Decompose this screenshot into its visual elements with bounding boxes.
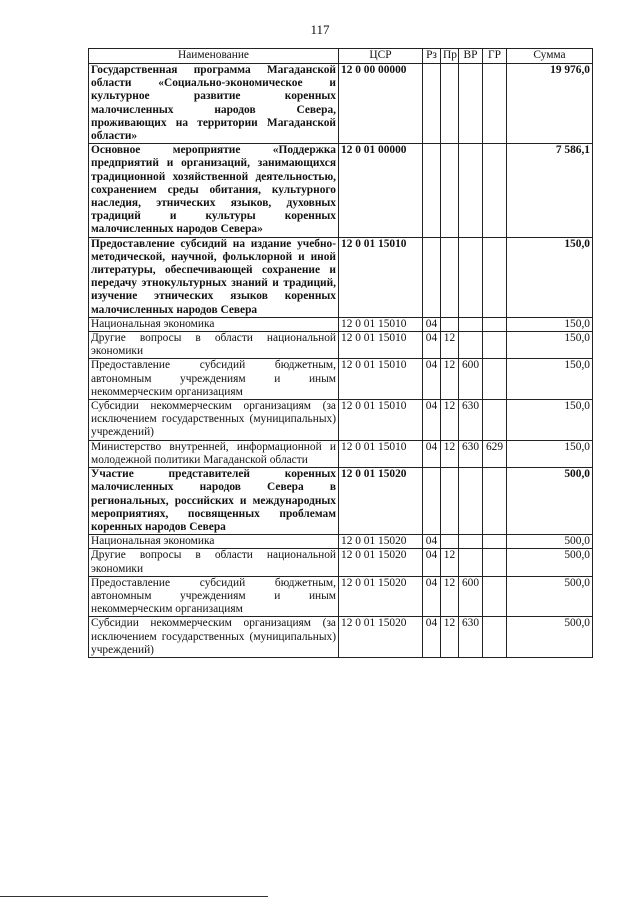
table-row — [89, 144, 593, 237]
row-rz-cell: 04 — [423, 440, 441, 467]
row-vr-cell: 600 — [459, 359, 483, 400]
row-vr-cell — [459, 468, 483, 535]
table-row — [89, 332, 593, 359]
row-vr-cell: 630 — [459, 440, 483, 467]
row-csr-cell: 12 0 00 00000 — [339, 64, 423, 144]
row-name-cell: Национальная экономика — [89, 317, 339, 331]
table-row — [89, 440, 593, 467]
row-gr-cell — [483, 332, 507, 359]
row-vr-cell: 600 — [459, 576, 483, 617]
table-header-row — [89, 49, 593, 64]
row-sum-cell: 500,0 — [507, 468, 593, 535]
row-vr-cell — [459, 237, 483, 317]
row-vr-cell — [459, 64, 483, 144]
header-name: Наименование — [89, 49, 339, 64]
header-gr: ГР — [483, 49, 507, 64]
row-csr-cell: 12 0 01 15020 — [339, 617, 423, 658]
row-sum-cell: 500,0 — [507, 576, 593, 617]
row-gr-cell — [483, 617, 507, 658]
header-csr: ЦСР — [339, 49, 423, 64]
row-sum-cell: 150,0 — [507, 400, 593, 441]
row-csr-cell: 12 0 01 15010 — [339, 317, 423, 331]
row-gr-cell — [483, 549, 507, 576]
row-name-cell: Министерство внутренней, информационной и молодежной политики Магаданской области — [89, 440, 339, 467]
row-name-cell: Субсидии некоммерческим организациям (за исключением государственных (муниципальных) учреждений) — [89, 400, 339, 441]
row-pr-cell: 12 — [441, 359, 459, 400]
row-rz-cell: 04 — [423, 535, 441, 549]
row-gr-cell — [483, 468, 507, 535]
row-rz-cell: 04 — [423, 617, 441, 658]
table-row — [89, 468, 593, 535]
row-csr-cell: 12 0 01 15020 — [339, 468, 423, 535]
row-sum-cell: 150,0 — [507, 317, 593, 331]
row-gr-cell — [483, 237, 507, 317]
row-rz-cell — [423, 144, 441, 237]
row-gr-cell — [483, 64, 507, 144]
header-vr: ВР — [459, 49, 483, 64]
row-pr-cell: 12 — [441, 617, 459, 658]
table-row — [89, 400, 593, 441]
row-rz-cell: 04 — [423, 576, 441, 617]
table-row — [89, 617, 593, 658]
row-name-cell: Участие представителей коренных малочисленных народов Севера в региональных, российских и международных мероприятиях, посвященных проблемам коренных народов Севера — [89, 468, 339, 535]
table-row — [89, 359, 593, 400]
row-name-cell: Субсидии некоммерческим организациям (за исключением государственных (муниципальных) учреждений) — [89, 617, 339, 658]
row-name-cell: Национальная экономика — [89, 535, 339, 549]
row-pr-cell: 12 — [441, 549, 459, 576]
row-rz-cell — [423, 237, 441, 317]
header-rz: Рз — [423, 49, 441, 64]
row-gr-cell: 629 — [483, 440, 507, 467]
table-row — [89, 576, 593, 617]
row-gr-cell — [483, 144, 507, 237]
row-csr-cell: 12 0 01 00000 — [339, 144, 423, 237]
row-vr-cell: 630 — [459, 617, 483, 658]
row-sum-cell: 150,0 — [507, 359, 593, 400]
row-csr-cell: 12 0 01 15010 — [339, 332, 423, 359]
table-row — [89, 64, 593, 144]
row-pr-cell: 12 — [441, 400, 459, 441]
row-csr-cell: 12 0 01 15010 — [339, 400, 423, 441]
row-csr-cell: 12 0 01 15010 — [339, 359, 423, 400]
budget-table — [88, 48, 593, 658]
row-gr-cell — [483, 359, 507, 400]
row-name-cell: Предоставление субсидий на издание учебно-методической, научной, фольклорной и иной литературы, обеспечивающей сохранение и передачу этнокультурных знаний и традиций, изучение этнических языков коренных малочисленных народов Севера — [89, 237, 339, 317]
row-rz-cell: 04 — [423, 317, 441, 331]
row-sum-cell: 7 586,1 — [507, 144, 593, 237]
row-gr-cell — [483, 576, 507, 617]
row-vr-cell — [459, 317, 483, 331]
row-vr-cell: 630 — [459, 400, 483, 441]
row-rz-cell: 04 — [423, 549, 441, 576]
row-sum-cell: 500,0 — [507, 617, 593, 658]
row-gr-cell — [483, 400, 507, 441]
page-number: 117 — [310, 22, 330, 37]
row-name-cell: Предоставление субсидий бюджетным, автономным учреждениям и иным некоммерческим организациям — [89, 359, 339, 400]
row-pr-cell — [441, 237, 459, 317]
row-pr-cell — [441, 64, 459, 144]
table-row — [89, 549, 593, 576]
row-csr-cell: 12 0 01 15020 — [339, 549, 423, 576]
row-rz-cell — [423, 64, 441, 144]
table-row — [89, 317, 593, 331]
row-rz-cell: 04 — [423, 332, 441, 359]
table-row — [89, 535, 593, 549]
row-rz-cell — [423, 468, 441, 535]
row-vr-cell — [459, 144, 483, 237]
row-name-cell: Предоставление субсидий бюджетным, автономным учреждениям и иным некоммерческим организациям — [89, 576, 339, 617]
row-pr-cell — [441, 144, 459, 237]
row-csr-cell: 12 0 01 15020 — [339, 576, 423, 617]
row-pr-cell: 12 — [441, 576, 459, 617]
row-sum-cell: 500,0 — [507, 549, 593, 576]
row-pr-cell — [441, 468, 459, 535]
row-pr-cell: 12 — [441, 440, 459, 467]
row-csr-cell: 12 0 01 15020 — [339, 535, 423, 549]
row-sum-cell: 150,0 — [507, 440, 593, 467]
row-name-cell: Основное мероприятие «Поддержка предприятий и организаций, занимающихся традиционной хозяйственной деятельностью, сохранением среды обитания, культурного наследия, этнических языков, духовных традиций и культуры коренных малочисленных народов Севера» — [89, 144, 339, 237]
row-sum-cell: 150,0 — [507, 332, 593, 359]
row-name-cell: Другие вопросы в области национальной экономики — [89, 332, 339, 359]
row-pr-cell — [441, 317, 459, 331]
row-sum-cell: 500,0 — [507, 535, 593, 549]
row-sum-cell: 19 976,0 — [507, 64, 593, 144]
row-rz-cell: 04 — [423, 400, 441, 441]
row-csr-cell: 12 0 01 15010 — [339, 440, 423, 467]
row-pr-cell — [441, 535, 459, 549]
footer-divider — [0, 896, 268, 897]
row-vr-cell — [459, 332, 483, 359]
table-row — [89, 237, 593, 317]
row-name-cell: Государственная программа Магаданской области «Социально-экономическое и культурное развитие коренных малочисленных народов Севера, проживающих на территории Магаданской области» — [89, 64, 339, 144]
table-body — [89, 64, 593, 658]
row-csr-cell: 12 0 01 15010 — [339, 237, 423, 317]
header-pr: Пр — [441, 49, 459, 64]
row-gr-cell — [483, 535, 507, 549]
row-vr-cell — [459, 549, 483, 576]
row-vr-cell — [459, 535, 483, 549]
row-sum-cell: 150,0 — [507, 237, 593, 317]
header-sum: Сумма — [507, 49, 593, 64]
row-name-cell: Другие вопросы в области национальной экономики — [89, 549, 339, 576]
row-rz-cell: 04 — [423, 359, 441, 400]
row-gr-cell — [483, 317, 507, 331]
row-pr-cell: 12 — [441, 332, 459, 359]
